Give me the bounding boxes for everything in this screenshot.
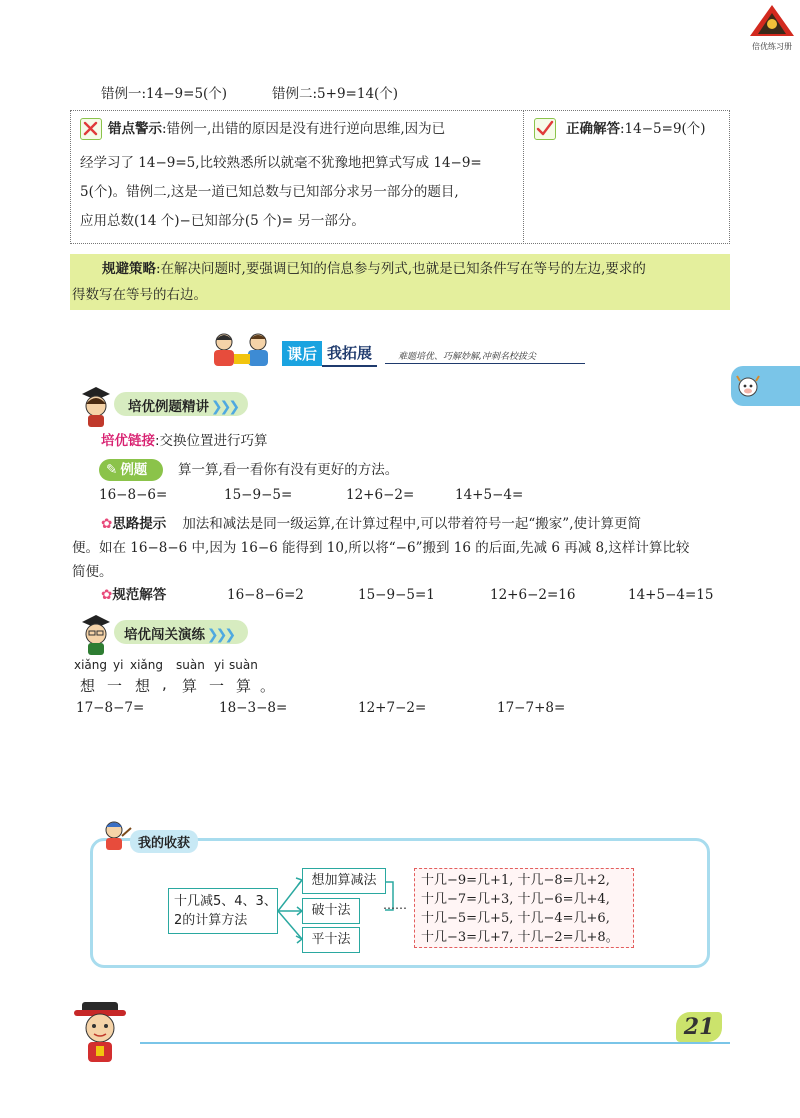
root-line-2: 2的计算方法 xyxy=(174,913,248,928)
section1-title-pill xyxy=(114,392,248,416)
pinyin-6: suàn xyxy=(229,658,258,672)
pinyin-5: yi xyxy=(214,658,225,672)
section1-title: 培优例题精讲 xyxy=(128,399,209,415)
char-4: , xyxy=(162,675,167,693)
mistake-line-4: 应用总数(14 个)−已知部分(5 个)= 另一部分。 xyxy=(80,213,365,229)
banner-underline xyxy=(385,363,585,364)
hint-text-1: 加法和减法是同一级运算,在计算过程中,可以带着符号一起“搬家”,使计算更简 xyxy=(182,516,641,532)
banner-title-a: 课后 xyxy=(282,341,322,366)
hint-line-3: 简便。 xyxy=(72,564,113,580)
example-label: 例题 xyxy=(120,462,148,478)
flower-icon: ✿ xyxy=(101,516,113,532)
char-7: 算 xyxy=(236,677,252,695)
hint-line-1 xyxy=(101,513,641,535)
summary-title: 我的收获 xyxy=(130,830,198,853)
answer-1: 16−8−6=2 xyxy=(227,587,304,603)
logo-text: 倍优练习册 xyxy=(752,42,792,51)
mistake-line-3: 5(个)。错例二,这是一道已知总数与已知部分求另一部分的题目, xyxy=(80,184,459,200)
mistake-line-2: 经学习了 14−9=5,比较熟悉所以就毫不犹豫地把算式写成 14−9= xyxy=(80,155,482,171)
example-problem-2: 15−9−5= xyxy=(224,487,293,503)
practice-problem-2: 18−3−8= xyxy=(219,700,288,716)
cow-icon xyxy=(735,373,761,399)
pinyin-4: suàn xyxy=(176,658,205,672)
method-node-1: 想加算减法 xyxy=(302,868,386,894)
practice-problem-4: 17−7+8= xyxy=(497,700,566,716)
chevron-right-icon: ❯❯❯ xyxy=(205,627,234,643)
kids-illustration xyxy=(208,330,278,368)
practice-problem-1: 17−8−7= xyxy=(76,700,145,716)
rule-line-3: 十几−5=几+5, 十几−4=几+6, xyxy=(421,911,610,926)
correct-value: :14−5=9(个) xyxy=(620,121,706,137)
link-label: 培优链接 xyxy=(101,433,155,449)
pencil-icon: ✎ xyxy=(106,462,118,478)
page-number: 21 xyxy=(676,1012,722,1042)
banner-title-b: 我拓展 xyxy=(322,340,377,367)
example-prompt: 算一算,看一看你有没有更好的方法。 xyxy=(178,462,399,478)
banner-slogan: 难题培优、巧解妙解,冲刺名校拔尖 xyxy=(398,352,536,362)
pinyin-1: xiǎng xyxy=(74,658,108,672)
answer-label-row xyxy=(101,584,166,606)
example-problem-1: 16−8−6= xyxy=(99,487,168,503)
mistake-box-divider xyxy=(523,110,524,244)
wrong-example-1: 错例一:14−9=5(个) xyxy=(101,86,228,102)
char-8: 。 xyxy=(260,677,276,695)
section2-title-pill xyxy=(114,620,248,644)
cross-icon xyxy=(80,118,102,140)
mistake-label: 错点警示 xyxy=(108,121,162,137)
char-1: 想 xyxy=(80,677,96,695)
wrong-example-2: 错例二:5+9=14(个) xyxy=(272,86,399,102)
practice-problem-3: 12+7−2= xyxy=(358,700,427,716)
dots: …… xyxy=(383,898,407,912)
strategy-label: 规避策略 xyxy=(102,261,156,277)
summary-mascot xyxy=(98,816,134,852)
mistake-line-1 xyxy=(108,118,445,140)
char-3: 想 xyxy=(135,677,151,695)
rule-line-4: 十几−3=几+7, 十几−2=几+8。 xyxy=(421,930,619,945)
summary-root-node xyxy=(168,888,278,934)
method-node-2: 破十法 xyxy=(302,898,360,924)
answer-4: 14+5−4=15 xyxy=(628,587,714,603)
pinyin-2: yi xyxy=(113,658,124,672)
char-5: 算 xyxy=(182,677,198,695)
publisher-logo xyxy=(748,4,796,51)
rule-line-1: 十几−9=几+1, 十几−8=几+2, xyxy=(421,873,610,888)
summary-connectors xyxy=(278,866,304,950)
section2-title: 培优闯关演练 xyxy=(124,627,205,643)
scholar-avatar xyxy=(76,612,116,656)
char-6: 一 xyxy=(209,677,225,695)
logo-triangle-icon xyxy=(748,4,796,38)
strategy-text-1: :在解决问题时,要强调已知的信息参与列式,也就是已知条件写在等号的左边,要求的 xyxy=(156,261,646,277)
strategy-line-2: 得数写在等号的右边。 xyxy=(72,287,207,303)
example-problem-3: 12+6−2= xyxy=(346,487,415,503)
hint-line-2: 便。如在 16−8−6 中,因为 16−6 能得到 10,所以将“−6”搬到 16 的后面,先减 6 再减 8,这样计算比较 xyxy=(72,540,690,556)
banner-title xyxy=(282,340,377,366)
mistake-text-1: :错例一,出错的原因是没有进行逆向思维,因为已 xyxy=(162,121,446,137)
example-problem-4: 14+5−4= xyxy=(455,487,524,503)
rules-box xyxy=(414,868,634,948)
hint-label: 思路提示 xyxy=(112,516,167,532)
answer-2: 15−9−5=1 xyxy=(358,587,435,603)
flower-icon: ✿ xyxy=(101,587,113,603)
answer-3: 12+6−2=16 xyxy=(490,587,576,603)
example-tag xyxy=(99,459,163,481)
chevron-right-icon: ❯❯❯ xyxy=(209,399,238,415)
root-line-1: 十几减5、4、3、 xyxy=(174,894,277,909)
link-text: :交换位置进行巧算 xyxy=(155,433,268,449)
method-node-3: 平十法 xyxy=(302,927,360,953)
footer-mascot xyxy=(60,996,140,1066)
answer-label: 规范解答 xyxy=(112,587,167,603)
check-icon xyxy=(534,118,556,140)
teacher-avatar xyxy=(76,384,116,428)
correct-answer xyxy=(566,118,706,140)
correct-label: 正确解答 xyxy=(566,121,620,137)
section1-link xyxy=(101,430,268,452)
strategy-line-1 xyxy=(102,258,646,280)
footer-line xyxy=(140,1042,730,1044)
rule-line-2: 十几−7=几+3, 十几−6=几+4, xyxy=(421,892,610,907)
pinyin-3: xiǎng xyxy=(130,658,164,672)
side-tab xyxy=(731,366,800,406)
char-2: 一 xyxy=(107,677,123,695)
